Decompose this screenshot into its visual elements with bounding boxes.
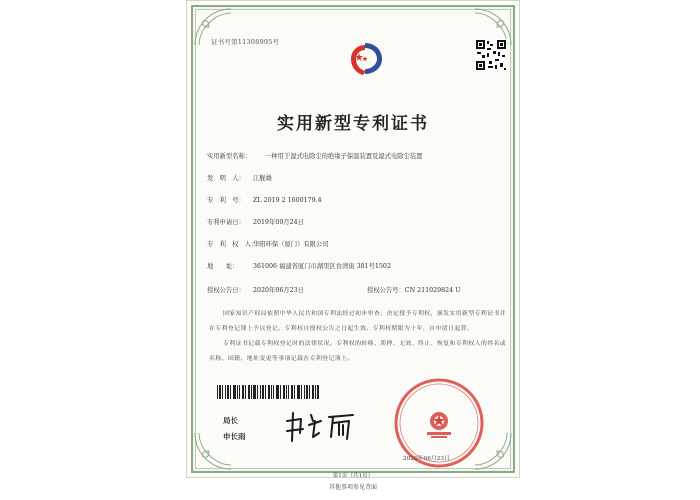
field-value: ZL 2019 2 1600179.4 [253,197,322,204]
field-value: 2020年06月23日 [253,287,304,294]
field-row [207,195,322,204]
field-row [207,285,513,294]
certificate-body [209,307,509,367]
field-value: 2019年09月24日 [253,219,304,226]
cnipa-emblem-icon [345,39,385,77]
field-label: 授权公告号： [367,287,405,294]
barcode-icon [217,385,319,399]
field-value: 江舰雄 [253,175,272,182]
director-label: 局长 [223,416,238,425]
field-label: 专利申请日： [207,219,245,226]
field-value: CN 211029824 U [404,287,461,294]
certificate-title: 实用新型专利证书 [277,114,429,134]
field-row [207,173,272,182]
field-value: 华阳环保（厦门）有限公司 [253,241,329,248]
field-label: 地 址： [207,263,239,270]
field-value-secondary [367,285,460,294]
certificate-border [191,5,515,479]
field-label: 发 明 人： [207,175,245,182]
certificate-number: 证书号第11308995号 [211,38,280,46]
field-label: 专 利 权 人： [207,241,258,248]
handwritten-signature-icon [283,407,359,443]
director-name-label: 申长雨 [223,432,246,441]
field-row [207,261,391,270]
seal-date: 2020年06月23日 [403,456,450,462]
footer-note: 其他事项参见背面 [328,484,377,491]
field-value: 一种用于湿式电除尘的绝缘子保温装置及湿式电除尘装置 [265,153,423,160]
patent-certificate [186,0,520,478]
field-row [207,217,304,226]
body-paragraph: 国家知识产权局依照中华人民共和国专利法经过初步审查，决定授予专利权，颁发实用新型专利证书并在专利登记簿上予以登记。专利权自授权公告之日起生效。专利权期限为十年，自申请日起算。 [209,311,507,332]
field-label: 授权公告日： [207,287,245,294]
field-row [207,151,422,160]
page-number: 第1页（共1页） [332,473,374,479]
field-value: 361006 福建省厦门市湖里区台湾街 381号1502 [253,263,391,270]
field-row [207,239,329,248]
body-paragraph: 专利证书记载专利权登记时的法律状况。专利权的转移、质押、无效、终止、恢复和专利权人的姓名或名称、国籍、地址变更等事项记载在专利登记簿上。 [209,341,507,362]
signature-labels [223,413,246,445]
field-label: 实用新型名称： [207,153,252,160]
field-label: 专 利 号： [207,197,245,204]
qr-code-icon [475,39,507,71]
